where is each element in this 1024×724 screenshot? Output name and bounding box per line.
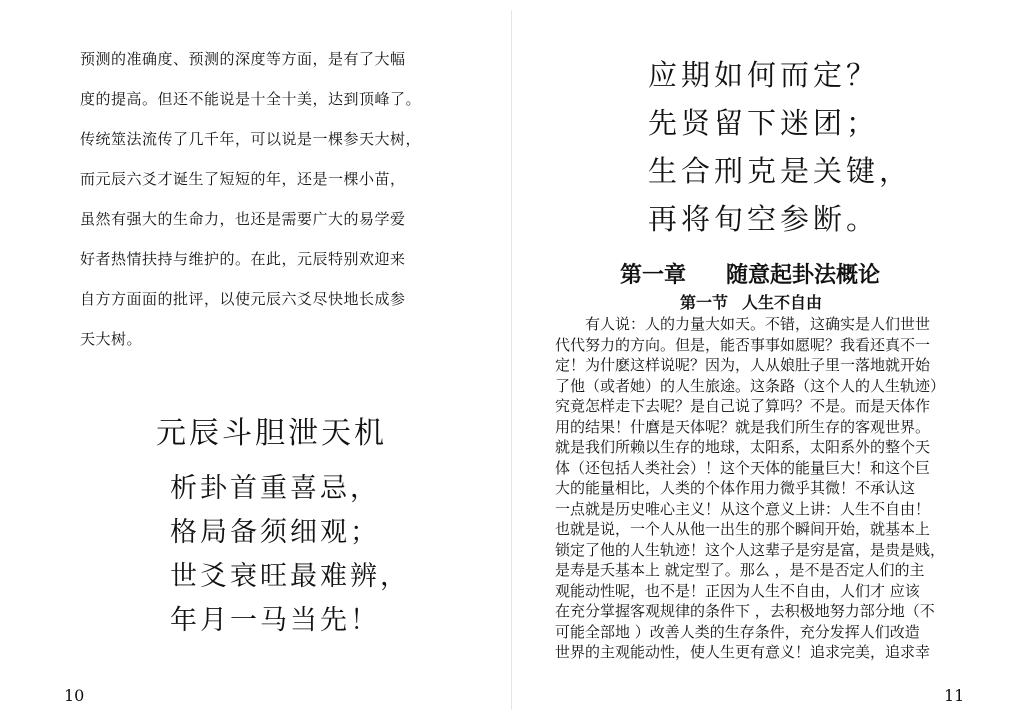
poem-line: 应期如何而定？ [648, 58, 880, 92]
section-title: 人生不自由 [742, 293, 823, 312]
body-line: 可能全部地 ）改善人类的生存条件，充分发挥人们改造 [555, 622, 920, 641]
poem-line: 格局备须细观； [170, 517, 380, 548]
body-line: 定！为什麽这样说呢？因为，人从娘肚子里一落地就开始 [555, 356, 931, 374]
body-line: 世界的主观能动性，使人生更有意义！追求完美，追求幸 [555, 643, 931, 661]
paragraph-line: 自方方面面的批评，以使元辰六爻尽快地长成参 [80, 290, 406, 308]
body-line: 就是我们所赖以生存的地球，太阳系，太阳系外的整个天 [555, 438, 931, 456]
body-line: 也就是说，一个人从他一出生的那个瞬间开始，就基本上 [555, 520, 931, 538]
section-heading [680, 290, 920, 313]
paragraph-line: 度的提高。但还不能说是十全十美，达到顶峰了。 [80, 90, 422, 108]
poem-line: 再将旬空参断。 [648, 202, 880, 236]
body-line: 代代努力的方向。但是，能否事事如愿呢？我看还真不一 [555, 335, 931, 354]
body-line: 究竟怎样走下去呢？是自己说了算吗？不是。而是天体作 [555, 397, 931, 415]
paragraph-line: 而元辰六爻才诞生了短短的年，还是一棵小苗， [80, 170, 406, 188]
chapter-heading [620, 258, 940, 289]
section-label: 第一节 [680, 293, 729, 312]
body-line: 体（还包括人类社会）！这个天体的能量巨大！和这个巨 [555, 458, 931, 477]
paragraph-line: 传统筮法流传了几千年，可以说是一棵参天大树， [80, 130, 422, 148]
body-text [555, 314, 975, 663]
poem-line: 先贤留下迷团； [648, 106, 880, 140]
body-line: 大的能量相比，人类的个体作用力微乎其微！不承认这 [555, 479, 916, 497]
chapter-title: 随意起卦法概论 [726, 263, 881, 288]
poem-line: 世爻衰旺最难辨， [170, 561, 410, 592]
poem-line: 析卦首重喜忌， [170, 473, 380, 504]
body-line: 用的结果！什麿是天体呢？就是我们所生存的客观世界。 [555, 417, 931, 436]
body-line: 观能动性呢，也不是！正因为人生不自由，人们才 应该 [555, 581, 920, 600]
body-line: 一点就是历史唯心主义！从这个意义上讲：人生不自由！ [555, 499, 931, 518]
body-line: 是寿是夭基本上 就定型了。那么 ，是不是否定人们的主 [555, 561, 925, 579]
body-line: 锁定了他的人生轨迹！这个人这辈子是穷是富，是贵是贱， [555, 540, 946, 559]
paragraph-line: 虽然有强大的生命力，也还是需要广大的易学爱 [80, 210, 406, 228]
chapter-label: 第一章 [620, 263, 687, 288]
body-line: 了他（或者她）的人生旅途。这条路（这个人的人生轨迹） [555, 376, 946, 395]
paragraph-line: 预测的准确度、预测的深度等方面，是有了大幅 [80, 50, 406, 68]
page-number-right: 11 [944, 686, 965, 705]
body-line: 有人说：人的力量大如天。不错，这确实是人们世世 [555, 315, 931, 333]
poem-title: 元辰斗胆泄天机 [156, 416, 387, 451]
paragraph-line: 天大树。 [80, 330, 143, 348]
left-poem [150, 408, 480, 650]
intro-paragraph [80, 52, 500, 372]
poem-line: 生合刑克是关键， [648, 154, 913, 188]
page-number-left: 10 [64, 686, 85, 705]
body-line: 在充分掌握客观规律的条件下 ，去积极地努力部分地（不 [555, 602, 935, 620]
right-poem [648, 58, 988, 250]
paragraph-line: 好者热情扶持与维护的。在此，元辰特别欢迎来 [80, 250, 406, 268]
poem-line: 年月一马当先！ [170, 605, 380, 636]
